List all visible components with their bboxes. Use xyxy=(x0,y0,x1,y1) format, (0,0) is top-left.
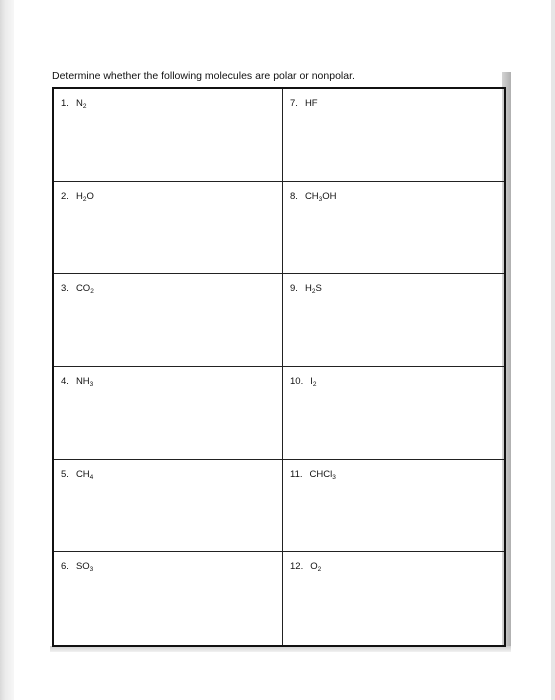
item-number: 4. xyxy=(61,375,69,387)
item-number: 1. xyxy=(61,98,69,109)
molecule-formula: $I_2$ xyxy=(310,375,317,388)
molecule-cell xyxy=(283,182,504,275)
item-number: 10. xyxy=(290,375,304,387)
molecule-cell xyxy=(283,274,504,367)
molecule-cell xyxy=(54,552,283,645)
molecule-formula: HF xyxy=(304,98,318,109)
molecule-formula: $CO_2$ xyxy=(75,283,94,296)
screenshot-right-border xyxy=(551,0,555,700)
molecule-label xyxy=(290,191,337,203)
item-number: 3. xyxy=(61,283,69,295)
molecule-cell xyxy=(54,89,283,182)
molecule-label xyxy=(61,561,93,573)
molecule-label xyxy=(290,376,316,388)
molecule-cell xyxy=(283,367,504,460)
molecule-formula: CHCl$_3$ xyxy=(309,468,336,481)
molecule-cell xyxy=(54,367,283,460)
molecule-formula: $H_2S$ xyxy=(304,283,322,296)
molecule-cell xyxy=(54,460,283,553)
molecule-label xyxy=(61,98,86,110)
molecule-formula: $CH_3OH$ xyxy=(304,190,337,203)
screenshot-left-border xyxy=(0,0,14,700)
molecule-formula: $NH_3$ xyxy=(75,375,94,388)
molecule-formula: $SO_3$ xyxy=(75,561,94,574)
molecule-label xyxy=(61,191,94,203)
molecule-label xyxy=(61,283,94,295)
item-number: 7. xyxy=(290,98,298,109)
molecule-cell xyxy=(54,274,283,367)
item-number: 2. xyxy=(61,190,69,202)
molecule-label xyxy=(290,561,321,573)
molecule-cell xyxy=(54,182,283,275)
item-number: 5. xyxy=(61,468,69,480)
molecule-cell xyxy=(283,89,504,182)
item-number: 12. xyxy=(290,561,304,573)
molecule-label xyxy=(290,469,336,481)
molecule-cell xyxy=(283,460,504,553)
molecule-cell xyxy=(283,552,504,645)
molecule-label xyxy=(290,98,318,109)
item-number: 9. xyxy=(290,283,298,295)
molecule-table xyxy=(52,87,506,647)
molecule-formula: $H_2O$ xyxy=(75,190,94,203)
item-number: 11. xyxy=(290,468,303,480)
molecule-formula: $O_2$ xyxy=(310,561,322,574)
worksheet-instruction: Determine whether the following molecules are polar or nonpolar. xyxy=(52,70,355,82)
molecule-label xyxy=(290,283,322,295)
molecule-formula: $CH_4$ xyxy=(75,468,94,481)
item-number: 6. xyxy=(61,561,69,573)
molecule-label xyxy=(61,376,93,388)
molecule-formula: $N_2$ xyxy=(75,98,87,110)
item-number: 8. xyxy=(290,190,298,202)
molecule-label xyxy=(61,469,93,481)
